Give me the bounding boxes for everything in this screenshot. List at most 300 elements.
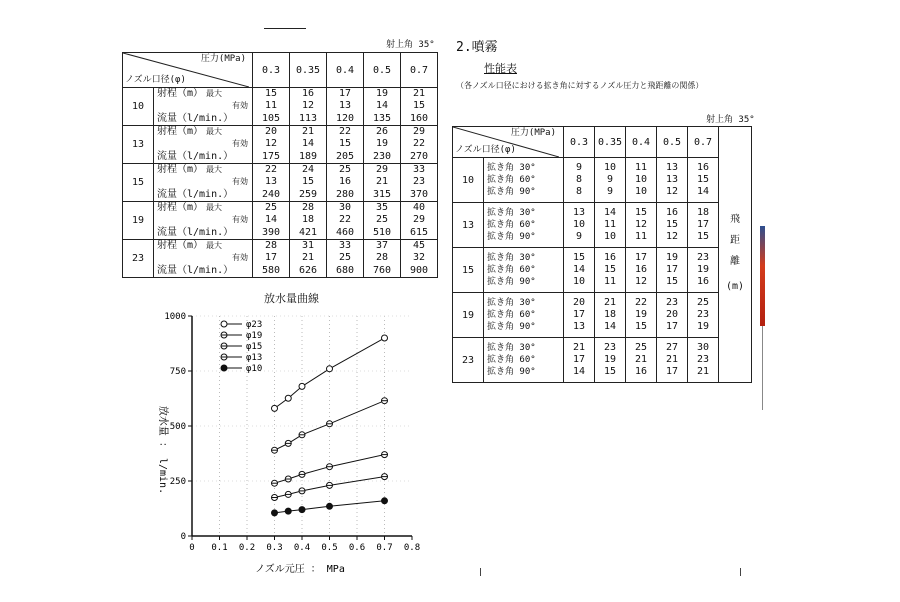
header-row bbox=[123, 53, 438, 88]
data-point bbox=[327, 464, 333, 470]
flow-value: 160 bbox=[409, 112, 429, 124]
value-cell bbox=[327, 126, 364, 164]
value-cell bbox=[290, 202, 327, 240]
side-label-part: 離 bbox=[730, 255, 740, 267]
spread-angle-label: 拡き角 30° bbox=[487, 162, 536, 173]
flow-curve-chart bbox=[140, 300, 430, 580]
max-range-value: 33 bbox=[338, 240, 352, 252]
max-range-value: 15 bbox=[264, 88, 278, 100]
spread-labels bbox=[484, 248, 564, 293]
distance-value: 10 bbox=[572, 218, 586, 230]
eff-range-value: 23 bbox=[412, 176, 426, 188]
bottom-mark bbox=[480, 568, 481, 576]
data-point bbox=[327, 482, 333, 488]
value-cell bbox=[327, 202, 364, 240]
value-cell bbox=[657, 293, 688, 338]
value-cell bbox=[688, 158, 719, 203]
eff-range-value: 13 bbox=[338, 100, 352, 112]
distance-value: 11 bbox=[603, 276, 617, 288]
pressure-header: 0.3 bbox=[564, 127, 595, 158]
y-tick-label: 500 bbox=[169, 422, 186, 432]
value-cell bbox=[657, 203, 688, 248]
legend-entry: φ10 bbox=[246, 364, 263, 374]
flow-value: 205 bbox=[335, 150, 355, 162]
distance-value: 16 bbox=[696, 276, 710, 288]
spread-angle-label: 拡き角 30° bbox=[487, 207, 536, 218]
edge-mark bbox=[760, 226, 765, 326]
pressure-header: 0.4 bbox=[626, 127, 657, 158]
legend-entry: φ23 bbox=[246, 320, 263, 330]
max-range-value: 31 bbox=[301, 240, 315, 252]
distance-value: 21 bbox=[603, 296, 617, 308]
value-cell bbox=[688, 248, 719, 293]
legend-entry: φ13 bbox=[246, 353, 263, 363]
nozzle-size: 13 bbox=[453, 203, 484, 248]
eff-range-value: 22 bbox=[412, 138, 426, 150]
distance-value: 16 bbox=[634, 263, 648, 275]
max-range-value: 40 bbox=[412, 202, 426, 214]
data-point bbox=[382, 498, 388, 504]
pressure-header: 0.5 bbox=[657, 127, 688, 158]
max-label: 最大 bbox=[206, 127, 223, 137]
flow-value: 113 bbox=[298, 112, 318, 124]
corner-cell bbox=[453, 127, 564, 158]
spread-labels bbox=[484, 338, 564, 383]
data-point bbox=[382, 474, 388, 480]
distance-value: 30 bbox=[696, 341, 710, 353]
value-cell bbox=[253, 240, 290, 278]
distance-value: 9 bbox=[606, 186, 614, 198]
spread-angle-label: 拡き角 60° bbox=[487, 219, 536, 230]
row-labels bbox=[154, 240, 253, 278]
data-point bbox=[299, 432, 305, 438]
flow-value: 390 bbox=[261, 226, 281, 238]
nozzle-size: 23 bbox=[453, 338, 484, 383]
spread-angle-label: 拡き角 90° bbox=[487, 232, 536, 243]
eff-range-value: 14 bbox=[301, 138, 315, 150]
distance-value: 13 bbox=[665, 161, 679, 173]
distance-value: 20 bbox=[665, 308, 679, 320]
max-range-value: 28 bbox=[264, 240, 278, 252]
distance-value: 12 bbox=[634, 276, 648, 288]
value-cell bbox=[657, 248, 688, 293]
x-tick-label: 0 bbox=[189, 543, 195, 553]
distance-value: 21 bbox=[634, 353, 648, 365]
row-labels bbox=[154, 164, 253, 202]
spread-labels bbox=[484, 158, 564, 203]
range-label: 射程（m） 最大 bbox=[157, 164, 223, 176]
flow-value: 135 bbox=[372, 112, 392, 124]
y-tick-label: 750 bbox=[169, 367, 186, 377]
value-cell bbox=[626, 338, 657, 383]
max-label: 最大 bbox=[206, 203, 223, 213]
value-cell bbox=[364, 126, 401, 164]
data-point bbox=[285, 508, 291, 514]
y-tick-label: 250 bbox=[169, 477, 186, 487]
distance-value: 25 bbox=[634, 341, 648, 353]
flow-label: 流量（l/min.） bbox=[157, 226, 234, 238]
max-range-value: 17 bbox=[338, 88, 352, 100]
value-cell bbox=[564, 203, 595, 248]
max-range-value: 21 bbox=[412, 88, 426, 100]
data-point bbox=[382, 335, 388, 341]
side-label-part: 飛 bbox=[730, 213, 740, 225]
eff-range-value: 15 bbox=[338, 138, 352, 150]
eff-range-value: 11 bbox=[264, 100, 278, 112]
distance-value: 10 bbox=[634, 173, 648, 185]
distance-value: 8 bbox=[575, 186, 583, 198]
legend-marker bbox=[221, 354, 227, 360]
distance-value: 22 bbox=[634, 296, 648, 308]
bottom-mark bbox=[740, 568, 741, 576]
flow-value: 230 bbox=[372, 150, 392, 162]
nozzle-size: 13 bbox=[123, 126, 154, 164]
pressure-header: 0.3 bbox=[253, 53, 290, 88]
value-cell bbox=[401, 164, 438, 202]
data-point bbox=[327, 366, 333, 372]
max-range-value: 25 bbox=[264, 202, 278, 214]
y-tick-label: 1000 bbox=[164, 312, 186, 322]
corner-nozzle-label: ノズル口径(φ) bbox=[125, 75, 186, 85]
right-performance-table bbox=[452, 126, 752, 383]
max-range-value: 24 bbox=[301, 164, 315, 176]
x-tick-label: 0.1 bbox=[211, 543, 228, 553]
max-range-value: 22 bbox=[338, 126, 352, 138]
eff-range-value: 25 bbox=[338, 252, 352, 264]
nozzle-row bbox=[453, 293, 752, 338]
value-cell bbox=[564, 293, 595, 338]
eff-range-value: 21 bbox=[375, 176, 389, 188]
distance-value: 11 bbox=[634, 231, 648, 243]
data-point bbox=[285, 440, 291, 446]
eff-range-value: 16 bbox=[338, 176, 352, 188]
flow-value: 270 bbox=[409, 150, 429, 162]
distance-value: 9 bbox=[575, 161, 583, 173]
data-point bbox=[272, 480, 278, 486]
flow-value: 510 bbox=[372, 226, 392, 238]
distance-value: 19 bbox=[665, 251, 679, 263]
eff-range-value: 12 bbox=[264, 138, 278, 150]
eff-label: 有効 bbox=[232, 253, 248, 263]
max-range-value: 37 bbox=[375, 240, 389, 252]
distance-value: 13 bbox=[572, 206, 586, 218]
distance-value: 14 bbox=[696, 186, 710, 198]
pressure-header: 0.5 bbox=[364, 53, 401, 88]
distance-value: 23 bbox=[603, 341, 617, 353]
data-point bbox=[299, 488, 305, 494]
flow-value: 626 bbox=[298, 264, 318, 276]
legend-marker bbox=[221, 321, 227, 327]
nozzle-row bbox=[453, 158, 752, 203]
distance-value: 16 bbox=[696, 161, 710, 173]
eff-range-value: 28 bbox=[375, 252, 389, 264]
corner-pressure-label: 圧力(MPa) bbox=[200, 54, 246, 64]
value-cell bbox=[626, 293, 657, 338]
max-range-value: 28 bbox=[301, 202, 315, 214]
distance-value: 21 bbox=[696, 366, 710, 378]
distance-value: 20 bbox=[572, 296, 586, 308]
max-range-value: 30 bbox=[338, 202, 352, 214]
data-point bbox=[285, 491, 291, 497]
data-point bbox=[285, 476, 291, 482]
eff-range-value: 17 bbox=[264, 252, 278, 264]
spread-angle-label: 拡き角 30° bbox=[487, 342, 536, 353]
nozzle-row bbox=[453, 338, 752, 383]
eff-range-value: 29 bbox=[412, 214, 426, 226]
distance-value: 16 bbox=[665, 206, 679, 218]
flow-value: 580 bbox=[261, 264, 281, 276]
max-range-value: 22 bbox=[264, 164, 278, 176]
legend-entry: φ15 bbox=[246, 342, 263, 352]
flow-value: 421 bbox=[298, 226, 318, 238]
spread-angle-label: 拡き角 30° bbox=[487, 252, 536, 263]
pressure-header: 0.35 bbox=[595, 127, 626, 158]
flow-value: 615 bbox=[409, 226, 429, 238]
legend-marker bbox=[221, 343, 227, 349]
range-label: 射程（m） 最大 bbox=[157, 126, 223, 138]
eff-range-value: 14 bbox=[375, 100, 389, 112]
value-cell bbox=[327, 240, 364, 278]
spray-subheading: 性能表 bbox=[484, 62, 517, 75]
distance-value: 21 bbox=[572, 341, 586, 353]
distance-value: 10 bbox=[634, 186, 648, 198]
distance-value: 15 bbox=[696, 231, 710, 243]
spread-angle-label: 拡き角 90° bbox=[487, 367, 536, 378]
distance-value: 10 bbox=[603, 231, 617, 243]
data-point bbox=[382, 398, 388, 404]
distance-value: 15 bbox=[572, 251, 586, 263]
top-rule bbox=[264, 28, 306, 29]
spread-angle-label: 拡き角 60° bbox=[487, 264, 536, 275]
row-labels bbox=[154, 88, 253, 126]
spray-heading: 2.噴霧 bbox=[456, 40, 498, 55]
x-tick-label: 0.8 bbox=[403, 543, 421, 553]
data-point bbox=[327, 421, 333, 427]
eff-label: 有効 bbox=[232, 139, 248, 149]
spread-angle-label: 拡き角 90° bbox=[487, 277, 536, 288]
distance-value: 23 bbox=[665, 296, 679, 308]
max-label: 最大 bbox=[206, 89, 223, 99]
value-cell bbox=[626, 248, 657, 293]
value-cell bbox=[401, 240, 438, 278]
pressure-header: 0.4 bbox=[327, 53, 364, 88]
distance-value: 23 bbox=[696, 353, 710, 365]
value-cell bbox=[327, 164, 364, 202]
pressure-header: 0.7 bbox=[401, 53, 438, 88]
value-cell bbox=[595, 203, 626, 248]
flow-value: 460 bbox=[335, 226, 355, 238]
legend-marker bbox=[221, 365, 227, 371]
left-performance-table bbox=[122, 52, 438, 278]
spread-labels bbox=[484, 293, 564, 338]
nozzle-size: 23 bbox=[123, 240, 154, 278]
side-label-part: (m) bbox=[725, 280, 745, 292]
data-point bbox=[272, 510, 278, 516]
distance-value: 12 bbox=[634, 218, 648, 230]
nozzle-size: 19 bbox=[123, 202, 154, 240]
value-cell bbox=[253, 164, 290, 202]
flow-value: 105 bbox=[261, 112, 281, 124]
y-tick-label: 0 bbox=[180, 532, 186, 542]
value-cell bbox=[657, 158, 688, 203]
distance-value: 8 bbox=[575, 173, 583, 185]
max-range-value: 20 bbox=[264, 126, 278, 138]
eff-range-value: 14 bbox=[264, 214, 278, 226]
max-range-value: 26 bbox=[375, 126, 389, 138]
spread-angle-label: 拡き角 90° bbox=[487, 322, 536, 333]
range-label: 射程（m） 最大 bbox=[157, 240, 223, 252]
value-cell bbox=[688, 203, 719, 248]
distance-value: 11 bbox=[603, 218, 617, 230]
x-tick-label: 0.5 bbox=[321, 543, 338, 553]
value-cell bbox=[564, 158, 595, 203]
data-point bbox=[272, 447, 278, 453]
value-cell bbox=[595, 293, 626, 338]
value-cell bbox=[401, 88, 438, 126]
flow-value: 189 bbox=[298, 150, 318, 162]
nozzle-size: 10 bbox=[453, 158, 484, 203]
nozzle-row bbox=[453, 248, 752, 293]
chart-title: 放水量曲線 bbox=[264, 292, 319, 305]
max-range-value: 16 bbox=[301, 88, 315, 100]
distance-value: 14 bbox=[603, 321, 617, 333]
data-point bbox=[382, 452, 388, 458]
distance-value: 12 bbox=[665, 186, 679, 198]
value-cell bbox=[253, 202, 290, 240]
distance-value: 10 bbox=[603, 161, 617, 173]
value-cell bbox=[290, 164, 327, 202]
distance-value: 25 bbox=[696, 296, 710, 308]
distance-value: 11 bbox=[634, 161, 648, 173]
eff-range-value: 15 bbox=[412, 100, 426, 112]
value-cell bbox=[657, 338, 688, 383]
x-tick-label: 0.2 bbox=[238, 543, 256, 553]
spread-angle-label: 拡き角 60° bbox=[487, 309, 536, 320]
spread-angle-label: 拡き角 30° bbox=[487, 297, 536, 308]
value-cell bbox=[595, 158, 626, 203]
data-point bbox=[327, 503, 333, 509]
distance-value: 17 bbox=[665, 263, 679, 275]
right-angle-note: 射上角 35° bbox=[706, 115, 755, 125]
flow-value: 680 bbox=[335, 264, 355, 276]
nozzle-row bbox=[123, 240, 438, 278]
distance-value: 19 bbox=[603, 353, 617, 365]
data-point bbox=[299, 383, 305, 389]
eff-range-value: 15 bbox=[301, 176, 315, 188]
value-cell bbox=[595, 248, 626, 293]
distance-value: 15 bbox=[634, 321, 648, 333]
value-cell bbox=[401, 126, 438, 164]
distance-value: 17 bbox=[696, 218, 710, 230]
nozzle-row bbox=[123, 202, 438, 240]
distance-value: 15 bbox=[665, 276, 679, 288]
value-cell bbox=[364, 164, 401, 202]
eff-range-value: 21 bbox=[301, 252, 315, 264]
distance-value: 19 bbox=[696, 321, 710, 333]
flow-value: 120 bbox=[335, 112, 355, 124]
nozzle-size: 19 bbox=[453, 293, 484, 338]
distance-value: 18 bbox=[696, 206, 710, 218]
value-cell bbox=[688, 338, 719, 383]
value-cell bbox=[290, 240, 327, 278]
pressure-header: 0.35 bbox=[290, 53, 327, 88]
eff-range-value: 12 bbox=[301, 100, 315, 112]
distance-value: 19 bbox=[634, 308, 648, 320]
value-cell bbox=[253, 126, 290, 164]
data-point bbox=[272, 405, 278, 411]
distance-value: 14 bbox=[603, 206, 617, 218]
distance-value: 15 bbox=[603, 263, 617, 275]
corner-cell bbox=[123, 53, 253, 88]
value-cell bbox=[364, 240, 401, 278]
value-cell bbox=[626, 158, 657, 203]
flow-label: 流量（l/min.） bbox=[157, 150, 234, 162]
chart-xlabel: ノズル元圧 ： MPa bbox=[255, 564, 345, 575]
distance-value: 17 bbox=[665, 366, 679, 378]
distance-value: 14 bbox=[572, 263, 586, 275]
eff-range-value: 22 bbox=[338, 214, 352, 226]
flow-value: 280 bbox=[335, 188, 355, 200]
row-labels bbox=[154, 202, 253, 240]
distance-value: 16 bbox=[634, 366, 648, 378]
distance-value: 12 bbox=[665, 231, 679, 243]
eff-label: 有効 bbox=[232, 215, 248, 225]
row-labels bbox=[154, 126, 253, 164]
distance-value: 23 bbox=[696, 251, 710, 263]
nozzle-row bbox=[123, 164, 438, 202]
nozzle-row bbox=[453, 203, 752, 248]
value-cell bbox=[595, 338, 626, 383]
nozzle-row bbox=[123, 88, 438, 126]
spread-angle-label: 拡き角 90° bbox=[487, 187, 536, 198]
eff-label: 有効 bbox=[232, 177, 248, 187]
distance-value: 15 bbox=[603, 366, 617, 378]
flow-value: 175 bbox=[261, 150, 281, 162]
distance-value: 15 bbox=[696, 173, 710, 185]
range-label: 射程（m） 最大 bbox=[157, 202, 223, 214]
distance-value: 9 bbox=[606, 173, 614, 185]
eff-range-value: 25 bbox=[375, 214, 389, 226]
corner-nozzle-label: ノズル口径(φ) bbox=[455, 145, 516, 155]
value-cell bbox=[364, 88, 401, 126]
flow-value: 315 bbox=[372, 188, 392, 200]
nozzle-size: 15 bbox=[123, 164, 154, 202]
max-range-value: 33 bbox=[412, 164, 426, 176]
value-cell bbox=[688, 293, 719, 338]
max-label: 最大 bbox=[206, 165, 223, 175]
nozzle-size: 15 bbox=[453, 248, 484, 293]
distance-value: 17 bbox=[634, 251, 648, 263]
distance-value: 17 bbox=[665, 321, 679, 333]
value-cell bbox=[290, 126, 327, 164]
left-angle-note: 射上角 35° bbox=[386, 40, 435, 50]
data-point bbox=[272, 495, 278, 501]
max-range-value: 21 bbox=[301, 126, 315, 138]
range-label: 射程（m） 最大 bbox=[157, 88, 223, 100]
distance-value: 9 bbox=[575, 231, 583, 243]
value-cell bbox=[564, 338, 595, 383]
value-cell bbox=[327, 88, 364, 126]
flow-value: 240 bbox=[261, 188, 281, 200]
distance-value: 15 bbox=[665, 218, 679, 230]
header-row bbox=[453, 127, 752, 158]
x-tick-label: 0.6 bbox=[348, 543, 366, 553]
flow-value: 900 bbox=[409, 264, 429, 276]
eff-range-value: 19 bbox=[375, 138, 389, 150]
legend-entry: φ19 bbox=[246, 331, 263, 341]
eff-range-value: 13 bbox=[264, 176, 278, 188]
distance-value: 16 bbox=[603, 251, 617, 263]
